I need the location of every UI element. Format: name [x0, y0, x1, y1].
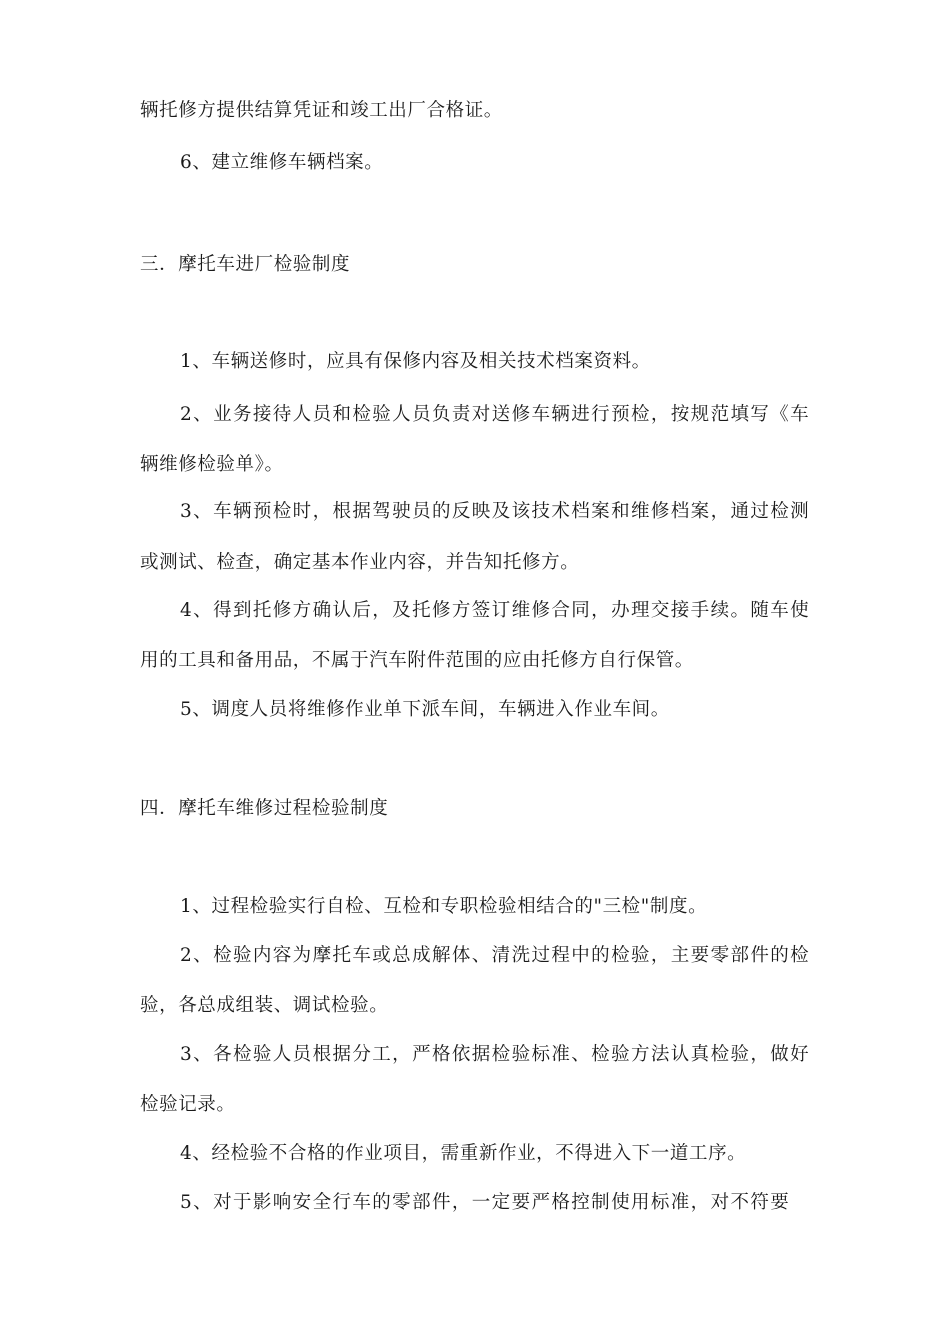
section-3-item-3-line-2: 或测试、检查，确定基本作业内容，并告知托修方。	[140, 552, 580, 573]
section-4-item-3-line-1: 3、各检验人员根据分工，严格依据检验标准、检验方法认真检验，做好	[180, 1044, 811, 1065]
section-3-item-4-line-2: 用的工具和备用品，不属于汽车附件范围的应由托修方自行保管。	[140, 650, 694, 671]
section-3-item-2-line-1: 2、业务接待人员和检验人员负责对送修车辆进行预检，按规范填写《车	[180, 404, 811, 425]
section-4-item-2-line-2: 验，各总成组装、调试检验。	[140, 995, 389, 1016]
section-3-item-4-line-1: 4、得到托修方确认后，及托修方签订维修合同，办理交接手续。随车使	[180, 600, 811, 621]
section-4-item-4: 4、经检验不合格的作业项目，需重新作业，不得进入下一道工序。	[180, 1143, 747, 1164]
paragraph-continuation: 辆托修方提供结算凭证和竣工出厂合格证。	[140, 100, 503, 121]
item-6: 6、建立维修车辆档案。	[180, 152, 384, 173]
section-3-heading: 三．摩托车进厂检验制度	[140, 254, 351, 275]
section-3-item-3-line-1: 3、车辆预检时，根据驾驶员的反映及该技术档案和维修档案，通过检测	[180, 501, 811, 522]
section-4-item-1: 1、过程检验实行自检、互检和专职检验相结合的"三检"制度。	[180, 896, 708, 917]
section-4-item-3-line-2: 检验记录。	[140, 1094, 236, 1115]
section-4-item-5-line-1: 5、对于影响安全行车的零部件，一定要严格控制使用标准，对不符要	[180, 1192, 791, 1213]
section-4-item-2-line-1: 2、检验内容为摩托车或总成解体、清洗过程中的检验，主要零部件的检	[180, 945, 811, 966]
section-4-heading: 四．摩托车维修过程检验制度	[140, 798, 389, 819]
section-3-item-1: 1、车辆送修时，应具有保修内容及相关技术档案资料。	[180, 351, 651, 372]
section-3-item-5: 5、调度人员将维修作业单下派车间，车辆进入作业车间。	[180, 699, 670, 720]
section-3-item-2-line-2: 辆维修检验单》。	[140, 454, 284, 475]
